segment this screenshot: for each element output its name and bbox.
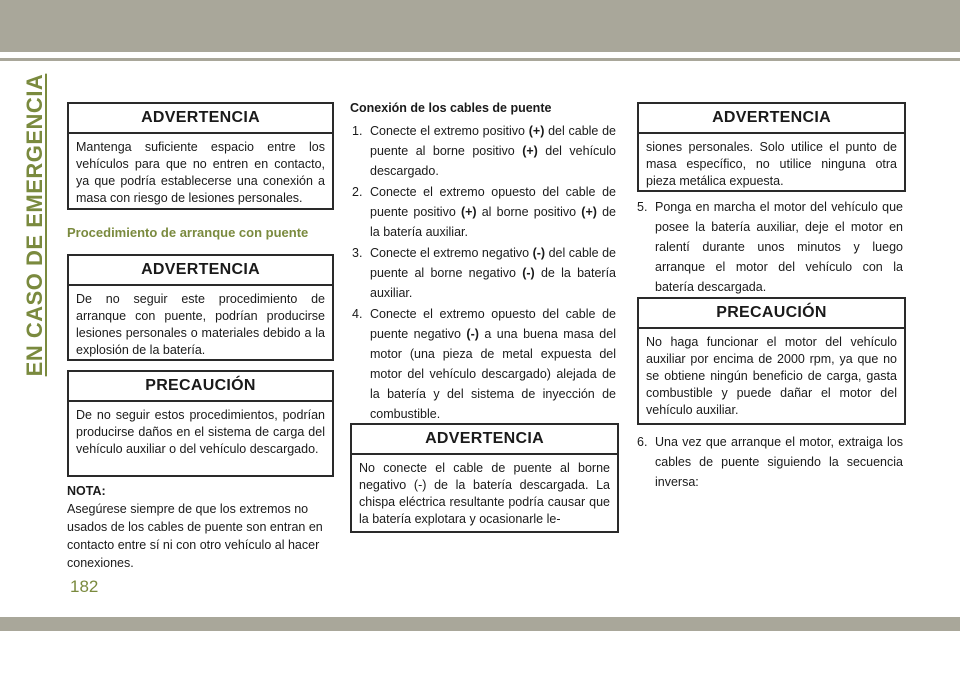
caution-text: De no seguir estos procedimientos, podrían producirse daños en el sistema de carga del vehículo auxiliar o del vehículo descargado. bbox=[76, 408, 325, 456]
step-6 bbox=[637, 432, 903, 492]
polarity-symbol: (-) bbox=[522, 266, 535, 280]
caution-text: No haga funcionar el motor del vehículo auxiliar por encima de 2000 rpm, ya que no se obtiene ningún beneficio de carga, gasta combustible y puede dañar el motor del vehículo auxiliar. bbox=[646, 335, 897, 417]
step-text: Conecte el extremo opuesto del cable de puente negativo bbox=[370, 307, 616, 341]
warning-box-negative-terminal bbox=[350, 423, 619, 533]
step-5 bbox=[637, 197, 903, 297]
polarity-symbol: (+) bbox=[460, 205, 477, 219]
step-text: al borne positivo bbox=[476, 205, 582, 219]
step-number: 1. bbox=[352, 124, 363, 138]
step-text: Una vez que arranque el motor, extraiga los cables de puente siguiendo la secuencia inversa: bbox=[655, 435, 903, 489]
header-band bbox=[0, 0, 960, 52]
warning-box-continued bbox=[637, 102, 906, 192]
step-number: 6. bbox=[637, 435, 648, 449]
warning-text: siones personales. Solo utilice el punto de masa específico, no utilice ninguna otra pieza metálica expuesta. bbox=[646, 140, 897, 188]
step-2 bbox=[352, 182, 616, 242]
polarity-symbol: (+) bbox=[522, 144, 538, 158]
footer-band bbox=[0, 617, 960, 631]
step-text: del cable de puente al borne positivo bbox=[370, 124, 617, 158]
warning-text: No conecte el cable de puente al borne negativo (-) de la batería descargada. La chispa eléctrica resultante podría causar que la batería explotara y ocasionarle le- bbox=[359, 461, 610, 526]
caution-title: PRECAUCIÓN bbox=[69, 372, 332, 402]
polarity-symbol: (+) bbox=[581, 205, 597, 219]
note-text: Asegúrese siempre de que los extremos no usados de los cables de puente son entran en contacto entre sí ni con otro vehículo al hacer conexiones. bbox=[67, 502, 323, 570]
warning-text: Mantenga suficiente espacio entre los vehículos para que no entren en contacto, ya que podría establecerse una conexión a masa con riesgo de lesiones personales. bbox=[76, 140, 325, 205]
step-text: Conecte el extremo negativo bbox=[370, 246, 533, 260]
step-text: Ponga en marcha el motor del vehículo que posee la batería auxiliar, deje el motor en ralentí durante unos minutos y luego arranque el motor del vehículo con la batería descargada. bbox=[655, 200, 903, 294]
step-number: 3. bbox=[352, 246, 363, 260]
caution-title: PRECAUCIÓN bbox=[639, 299, 904, 329]
step-text: del vehículo descargado. bbox=[370, 144, 616, 178]
warning-title: ADVERTENCIA bbox=[639, 104, 904, 134]
step-text: Conecte el extremo positivo bbox=[370, 124, 529, 138]
step-text: a una buena masa del motor (una pieza de metal expuesta del motor del vehículo descargado) alejada de la batería y del sistema de inyección de combustible. bbox=[370, 327, 616, 421]
step-number: 2. bbox=[352, 185, 363, 199]
step-text: de la batería auxiliar. bbox=[370, 205, 616, 239]
sidebar-title: EN CASO DE EMERGENCIA bbox=[22, 73, 47, 377]
warning-text: De no seguir este procedimiento de arranque con puente, podrían producirse lesiones personales o materiales debido a la explosión de la batería. bbox=[76, 292, 325, 357]
header-rule bbox=[0, 58, 960, 61]
section-title: Procedimiento de arranque con puente bbox=[67, 225, 309, 240]
connection-heading: Conexión de los cables de puente bbox=[350, 101, 552, 115]
warning-box-spacing bbox=[67, 102, 334, 210]
polarity-symbol: (-) bbox=[532, 246, 546, 260]
step-4 bbox=[352, 304, 616, 424]
note-label: NOTA: bbox=[67, 484, 106, 498]
step-text: del cable de puente al borne negativo bbox=[370, 246, 617, 280]
step-text: de la batería auxiliar. bbox=[370, 266, 617, 300]
warning-title: ADVERTENCIA bbox=[352, 425, 617, 455]
caution-box-charging bbox=[67, 370, 334, 477]
warning-title: ADVERTENCIA bbox=[69, 104, 332, 134]
polarity-symbol: (+) bbox=[528, 124, 545, 138]
step-3 bbox=[352, 243, 616, 303]
caution-box-rpm bbox=[637, 297, 906, 425]
step-1 bbox=[352, 121, 616, 181]
polarity-symbol: (-) bbox=[466, 327, 479, 341]
step-text: Conecte el extremo opuesto del cable de puente positivo bbox=[370, 185, 616, 219]
step-number: 4. bbox=[352, 307, 363, 321]
warning-title: ADVERTENCIA bbox=[69, 256, 332, 286]
section-sidebar bbox=[15, 73, 55, 377]
warning-box-procedure bbox=[67, 254, 334, 361]
step-number: 5. bbox=[637, 200, 648, 214]
page-number: 182 bbox=[70, 577, 99, 596]
